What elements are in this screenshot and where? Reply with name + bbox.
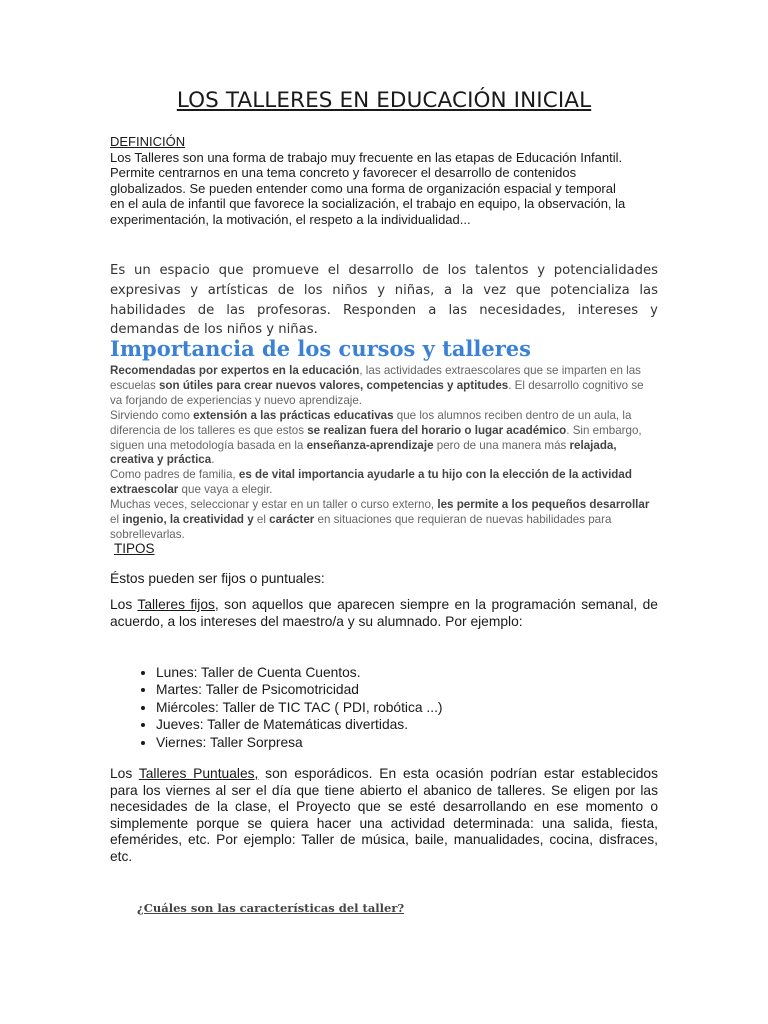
imp-text-21: el xyxy=(253,513,270,527)
imp-text-4: . El desarrollo cognitivo se va forjando de experiencias y nuevo aprendizaje. xyxy=(110,378,644,407)
list-item: • Martes: Taller de Psicomotricidad xyxy=(156,681,443,698)
imp-text-17: Muchas veces, seleccionar y estar en un taller o curso externo, xyxy=(110,498,438,512)
punt-post: son esporádicos. En esta ocasión podrían estar establecidos para los viernes al ser el día que tiene abierto el abanico de talleres. Se eligen por las necesidades de la clase, el Proyecto que se esté desarrollando en ese momento o simplemente porque se quiera hacer una actividad determinada: una salida, fiesta, efemérides, etc. Por ejemplo: Taller de música, baile, manualidades, cocina, disfraces, etc. xyxy=(110,766,658,864)
imp-text-5: Sirviendo como xyxy=(110,408,194,422)
imp-bold-18: les permite a los pequeños desarrollar xyxy=(437,498,650,512)
imp-text-2: , las actividades extraescolares que se imparten en las escuelas xyxy=(110,364,641,392)
imp-bold-15: es de vital importancia ayudarle a tu hijo con la elección de la actividad extraescolar xyxy=(110,468,632,497)
imp-bold-20: ingenio, la creatividad y xyxy=(122,513,254,527)
list-item: • Viernes: Taller Sorpresa xyxy=(156,734,443,751)
definition-section xyxy=(110,134,630,228)
fijos-post: , son aquellos que aparecen siempre en la programación semanal, de acuerdo, a los intereses del maestro/a y su alumnado. Por ejemplo: xyxy=(110,597,658,629)
imp-text-23: en situaciones que requieran de nuevas habilidades para sobrellevarlas. xyxy=(110,513,612,541)
tipos-intro: Éstos pueden ser fijos o puntuales: xyxy=(110,571,325,586)
imp-text-14: Como padres de familia, xyxy=(110,468,239,482)
list-item: • Miércoles: Taller de TIC TAC ( PDI, robótica ...) xyxy=(156,699,443,716)
imp-bold-8: se realizan fuera del horario o lugar académico xyxy=(307,423,567,437)
importance-heading: Importancia de los cursos y talleres xyxy=(110,336,531,361)
imp-text-11: pero de una manera más xyxy=(433,438,570,452)
definition-text: Los Talleres son una forma de trabajo muy frecuente en las etapas de Educación Infantil. Permite centrarnos en una tema concreto y favorecer el desarrollo de contenidos globalizados. Se pueden entender como una forma de organización espacial y temporal en el aula de infantil que favorece la socialización, el trabajo en equipo, la observación, la experimentación, la motivación, el respeto a la individualidad... xyxy=(110,149,626,227)
imp-text-16: que vaya a elegir. xyxy=(178,483,273,497)
fijos-pre: Los xyxy=(110,597,138,612)
imp-bold-1: Recomendadas por expertos en la educación xyxy=(110,364,360,377)
tipos-label: TIPOS xyxy=(114,541,155,556)
puntuales-paragraph xyxy=(110,766,658,866)
list-item: • Jueves: Taller de Matemáticas divertidas. xyxy=(156,716,443,733)
imp-bold-3: son útiles para crear nuevos valores, competencias y aptitudes xyxy=(158,378,509,392)
imp-bold-12: relajada, creativa y práctica xyxy=(110,438,617,467)
characteristics-question: ¿Cuáles son las características del taller? xyxy=(137,901,405,915)
imp-bold-6: extensión a las prácticas educativas xyxy=(193,408,394,422)
space-paragraph: Es un espacio que promueve el desarrollo de los talentos y potencialidades expresivas y artísticas de los niños y niñas, a la vez que potencializa las habilidades de las profesoras. Responden a las necesidades, intereses y demandas de los niños y niñas. xyxy=(110,263,658,338)
weekly-workshop-list xyxy=(130,664,443,751)
list-item: • Lunes: Taller de Cuenta Cuentos. xyxy=(156,664,443,681)
page-title: LOS TALLERES EN EDUCACIÓN INICIAL xyxy=(176,88,592,113)
imp-bold-10: enseñanza-aprendizaje xyxy=(306,438,434,452)
imp-text-9: . Sin embargo, siguen una metodología basada en la xyxy=(110,423,642,452)
importance-body xyxy=(110,364,658,543)
imp-text-19: el xyxy=(110,513,123,527)
fijos-paragraph xyxy=(110,597,658,630)
punt-pre: Los xyxy=(110,766,139,781)
definition-label: DEFINICIÓN xyxy=(110,134,186,149)
fijos-term: Talleres fijos xyxy=(137,597,215,612)
punt-term: Talleres Puntuales, xyxy=(138,766,259,781)
imp-bold-22: carácter xyxy=(269,513,315,527)
imp-text-7: que los alumnos reciben dentro de un aula, la diferencia de los talleres es que estos xyxy=(110,408,632,437)
imp-text-13: . xyxy=(211,453,215,467)
